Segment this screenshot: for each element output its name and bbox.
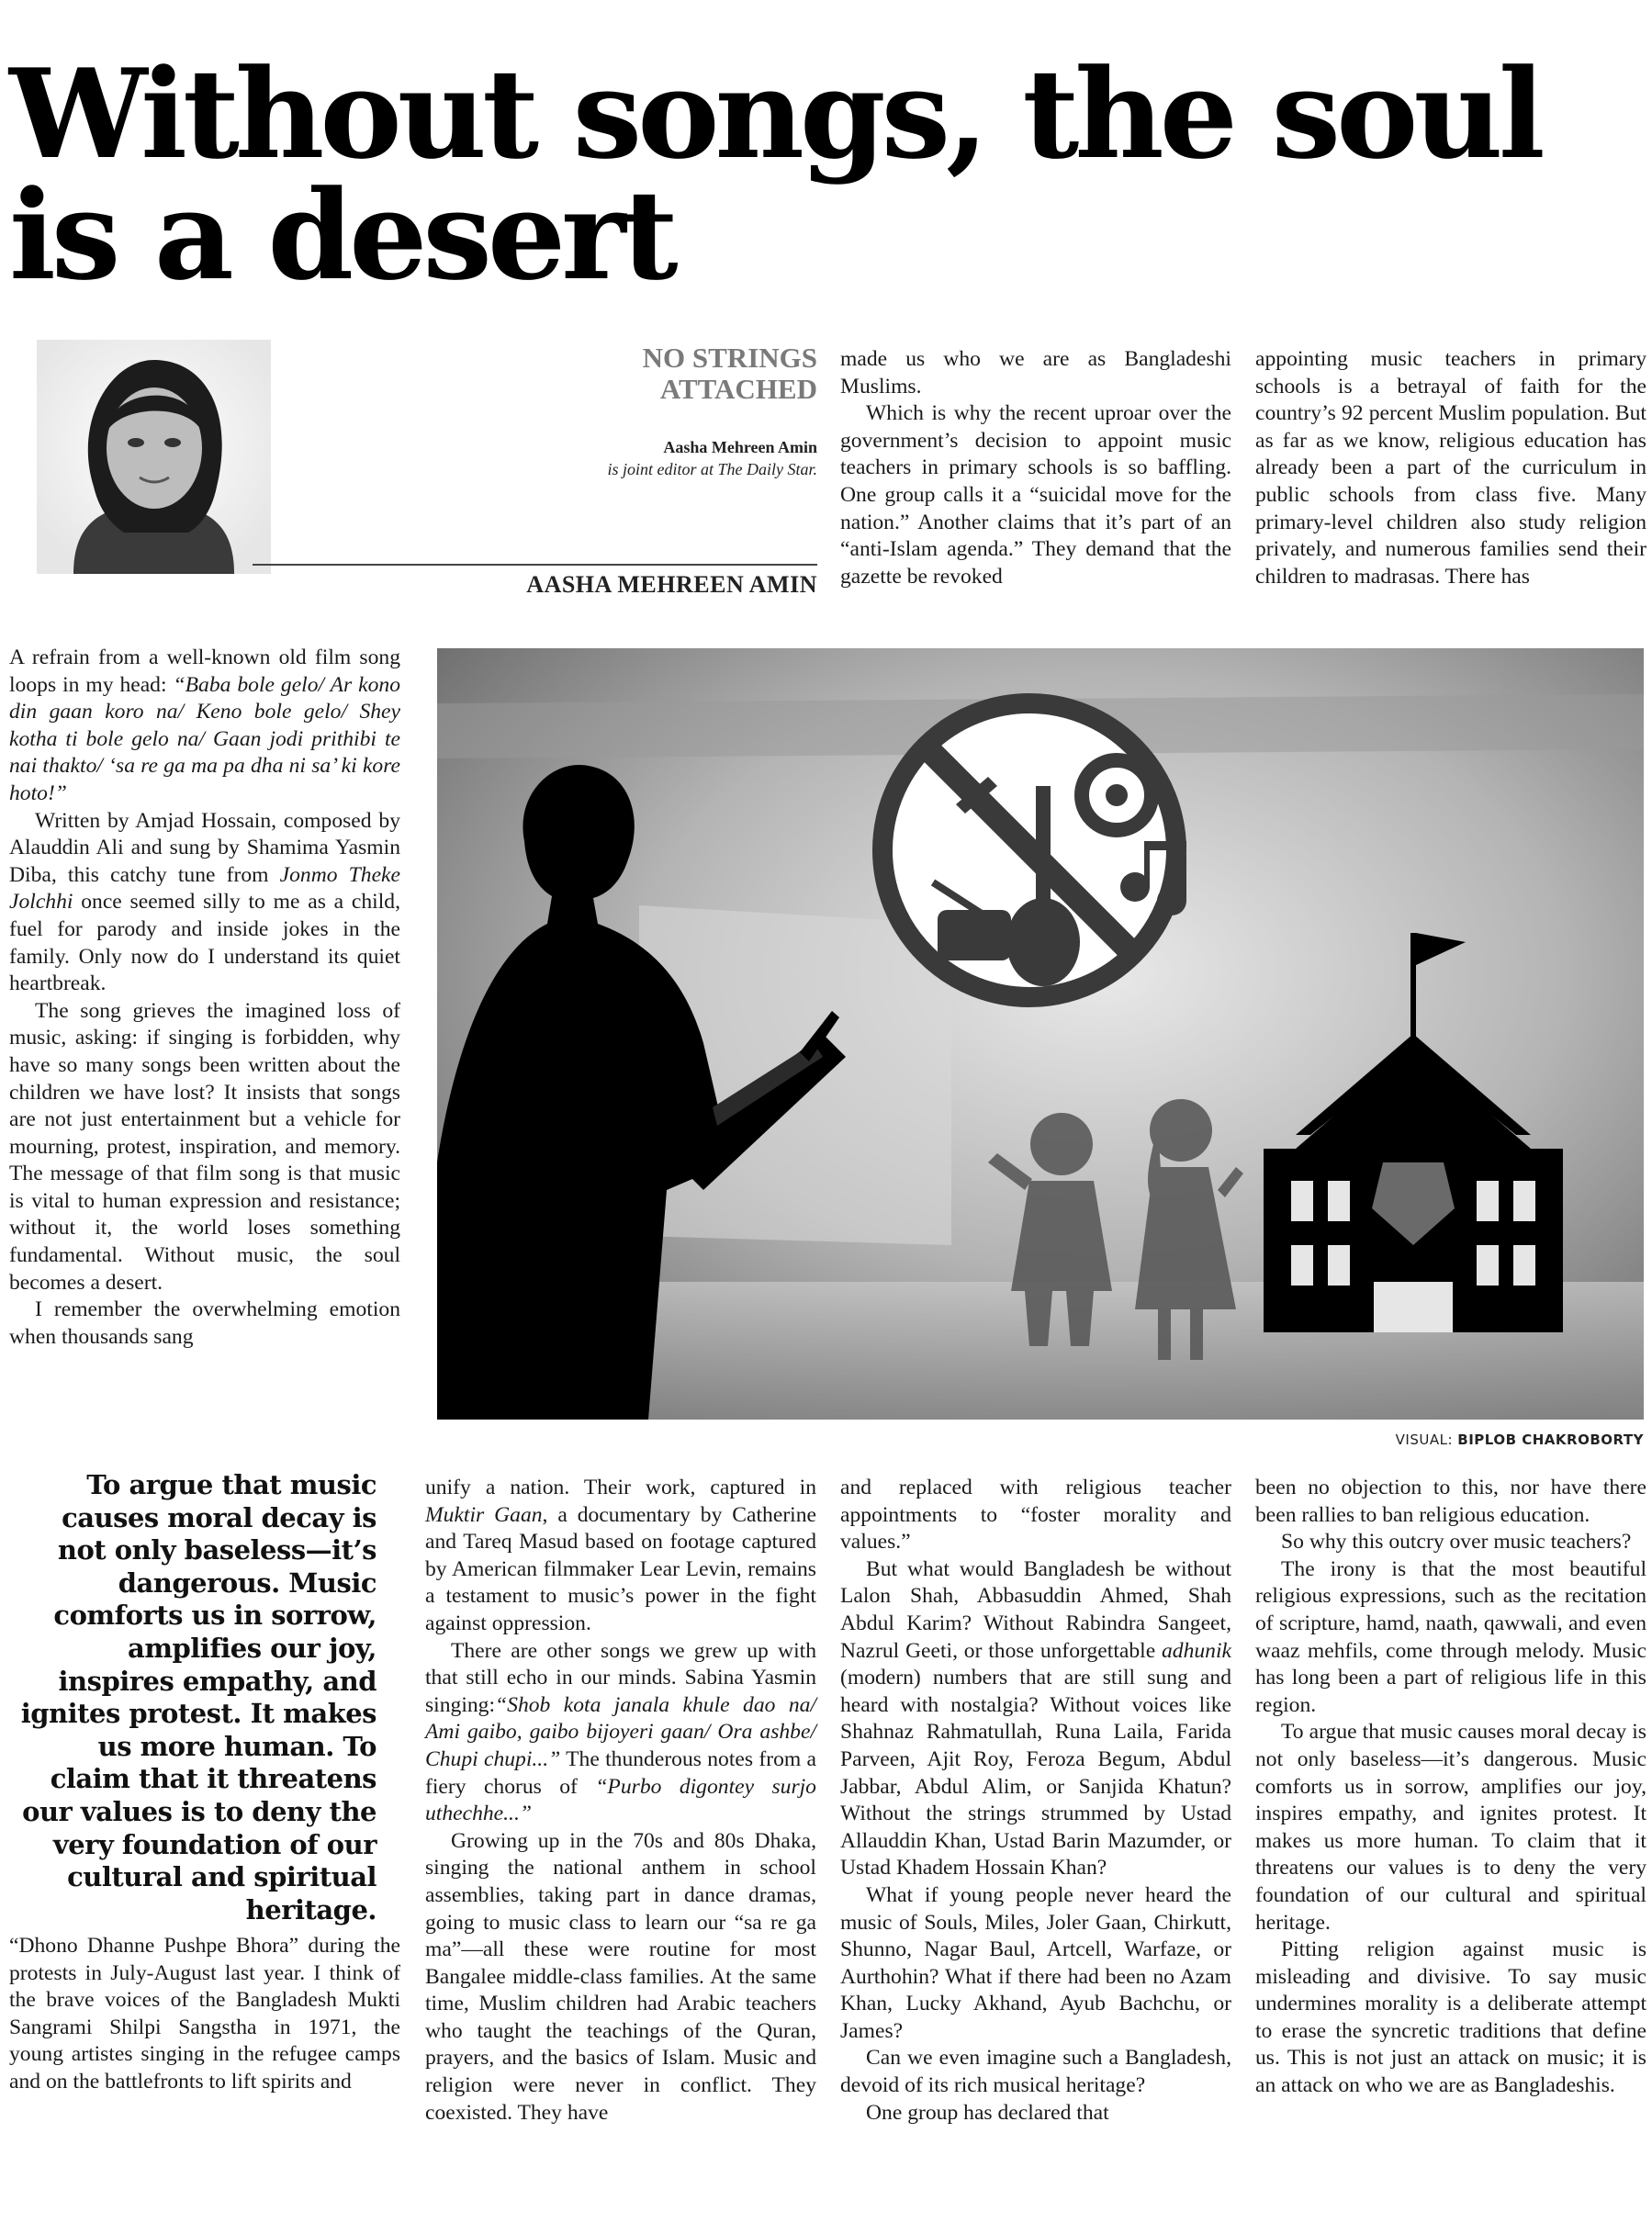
column-2-bottom [425,1475,816,2127]
section-tag-line-2: ATTACHED [659,373,817,405]
column-section-tag [588,342,817,405]
col3-bottom-p1: and replaced with religious teacher appointments to “foster morality and values.” [840,1476,1231,1555]
col3-bottom-p4: Can we even imagine such a Bangladesh, devoid of its rich musical heritage? [840,2046,1231,2098]
col2-bottom-p1 [425,1475,816,1638]
headline: Without songs, the soul is a desert [9,41,1541,308]
author-note [551,436,817,480]
col4-bottom-p3: The irony is that the most beautiful religious expressions, such as the recitation of scripture, hamd, naath, qawwali, and even waaz mehfils, come through melody. Music has long been a part of religious life in this region. [1255,1556,1646,1717]
col1-p2-film-title: Jonmo Theke Jolchhi [9,862,401,915]
col2-p1-text-b: , a documentary by Catherine and Tareq Masud based on footage captured by American filmmaker Lear Levin, remains a testament to music’s power in the fight against oppression. [425,1502,816,1635]
col4-top-p1: appointing music teachers in primary schools is a betrayal of faith for the country’s 92 percent Muslim population. But as far as we know, religious education has already been a part of the curriculum in public schools from class five. Many primary-level children also study religion privately, and numerous families send their children to madrasas. There has [1255,347,1646,589]
column-3-top [840,346,1231,590]
col3-p2-adhunik: adhunik [1161,1638,1231,1663]
col4-bottom-p2: So why this outcry over music teachers? [1281,1530,1632,1555]
col1-p1-lyrics: “Baba bole gelo/ Ar kono din gaan koro na/ Keno bole gelo/ Shey kotha ti bole gelo na/ Gaan jodi prithibi te nai thakto/ ‘sa re ga ma pa dha ni sa’ ki kore hoto!” [9,672,400,805]
image-credit [1194,1431,1644,1448]
image-credit-name: BIPLOB CHAKROBORTY [1457,1431,1644,1448]
col3-p2-text-a: But what would Bangladesh be without Lalon Shah, Abbasuddin Ahmed, Shah Abdul Karim? Without Rabindra Sangeet, Nazrul Geeti, or those unforgettable [840,1556,1231,1663]
column-1-top [9,645,400,1351]
illustration [437,648,1644,1420]
col4-bottom-p5: Pitting religion against music is misleading and divisive. To say music undermines morality is a deliberate attempt to erase the syncretic traditions that define us. This is not just an attack on music; it is an attack on who we are as Bangladeshis. [1255,1937,1646,2098]
col4-bottom-p1: been no objection to this, nor have there been rallies to ban religious education. [1255,1476,1646,1527]
col1-top-p4: I remember the overwhelming emotion when thousands sang [9,1297,400,1349]
col2-p1-text-a: unify a nation. Their work, captured in [425,1476,816,1499]
column-4-top [1255,346,1646,590]
pull-quote: To argue that music causes moral decay is not only baseless—it’s dangerous. Music comforts us in sorrow, amplifies our joy, inspires empathy, and ignites protest. It makes us more human. To claim that it threatens our values is to deny the very foundation of our cultural and spiritual heritage. [20,1469,376,1925]
ban-sign-music [882,703,1186,997]
byline-rule [253,564,817,566]
column-4-bottom [1255,1475,1646,2100]
author-note-name: Aasha Mehreen Amin [663,438,817,456]
author-photo [37,340,271,574]
col3-top-p2: Which is why the recent uproar over the government’s decision to appoint music teachers in primary schools is so baffling. One group calls it a “suicidal move for the nation.” Another claims that it’s part of an “anti-Islam agenda.” They demand that the gazette be revoked [840,401,1231,589]
col3-bottom-p3: What if young people never heard the music of Souls, Miles, Joler Gaan, Chirkutt, Shunno, Nagar Baul, Artcell, Warfaze, or Aurthohin? What if there had been no Azam Khan, Lucky Akhand, Ayub Bachchu, or James? [840,1882,1231,2043]
column-3-bottom [840,1475,1231,2127]
column-1-bottom [9,1933,400,2096]
col2-bottom-p2 [425,1638,816,1828]
col1-bottom-p1: “Dhono Dhanne Pushpe Bhora” during the protests in July-August last year. I think of the brave voices of the Bangladesh Mukti Sangrami Shilpi Sangstha in 1971, the young artistes singing in the refugee camps and on the battlefronts to lift spirits and [9,1934,400,2094]
col2-p1-film-title: Muktir Gaan [425,1502,543,1527]
col3-bottom-p2 [840,1556,1231,1882]
image-credit-label: VISUAL: [1395,1431,1454,1448]
author-note-paper: The Daily Star. [717,460,817,478]
col3-top-p1: made us who we are as Bangladeshi Muslims. [840,347,1231,399]
col2-p2-text-a: There are other songs we grew up with that still echo in our minds. Sabina Yasmin singing: [425,1638,816,1717]
col3-bottom-p5: One group has declared that [866,2100,1109,2125]
section-tag-line-1: NO STRINGS [642,342,817,374]
col2-p2-lyrics-2: “Purbo digontey surjo uthechhe...” [425,1774,816,1826]
col1-p2-text-b: once seemed silly to me as a child, fuel for parody and inside jokes in the family. Only now do I understand its quiet heartbreak. [9,890,400,996]
col1-top-p1 [9,645,400,808]
byline: AASHA MEHREEN AMIN [526,571,817,598]
author-note-role: is joint editor at [607,460,718,478]
col1-top-p2 [9,808,400,998]
col1-p2-text-a: Written by Amjad Hossain, composed by Alauddin Ali and sung by Shamima Yasmin Diba, this catchy tune from [9,808,400,887]
col1-top-p3: The song grieves the imagined loss of music, asking: if singing is forbidden, why have so many songs been written about the children we have lost? It insists that songs are not just entertainment but a vehicle for mourning, protest, inspiration, and memory. The message of that film song is that music is vital to human expression and resistance; without it, the world loses something fundamental. Without music, the soul becomes a desert. [9,998,400,1295]
col2-p2-lyrics: “Shob kota janala khule dao na/ Ami gaibo, gaibo bijoyeri gaan/ Ora ashbe/ Chupi chupi...” [425,1692,816,1771]
col4-bottom-p4: To argue that music causes moral decay is not only baseless—it’s dangerous. Music comforts us in sorrow, amplifies our joy, inspires empathy, and ignites protest. It makes us more human. To claim that it threatens our values is to deny the very foundation of our cultural and spiritual heritage. [1255,1720,1646,1935]
col3-p2-text-b: (modern) numbers that are still sung and heard with nostalgia? Without voices like Shahnaz Rahmatullah, Runa Laila, Farida Parveen, Ajit Roy, Feroza Begum, Abdul Jabbar, Abdul Alim, or Sanjida Khatun? Without the strings strummed by Ustad Allauddin Khan, Ustad Barin Mazumder, or Ustad Khadem Hossain Khan? [840,1666,1231,1881]
col1-p1-text: A refrain from a well-known old film song loops in my head: [9,646,400,697]
col2-bottom-p3: Growing up in the 70s and 80s Dhaka, singing the national anthem in school assemblies, taking part in dance dramas, going to music class to learn our “sa re ga ma”—all these were routine for most Bangalee middle-class families. At the same time, Muslim children had Arabic teachers who taught the teachings of the Quran, prayers, and the basics of Islam. Music and religion were never in conflict. They coexisted. They have [425,1828,816,2125]
col2-p2-text-b: The thunderous notes from a fiery chorus of [425,1746,816,1799]
